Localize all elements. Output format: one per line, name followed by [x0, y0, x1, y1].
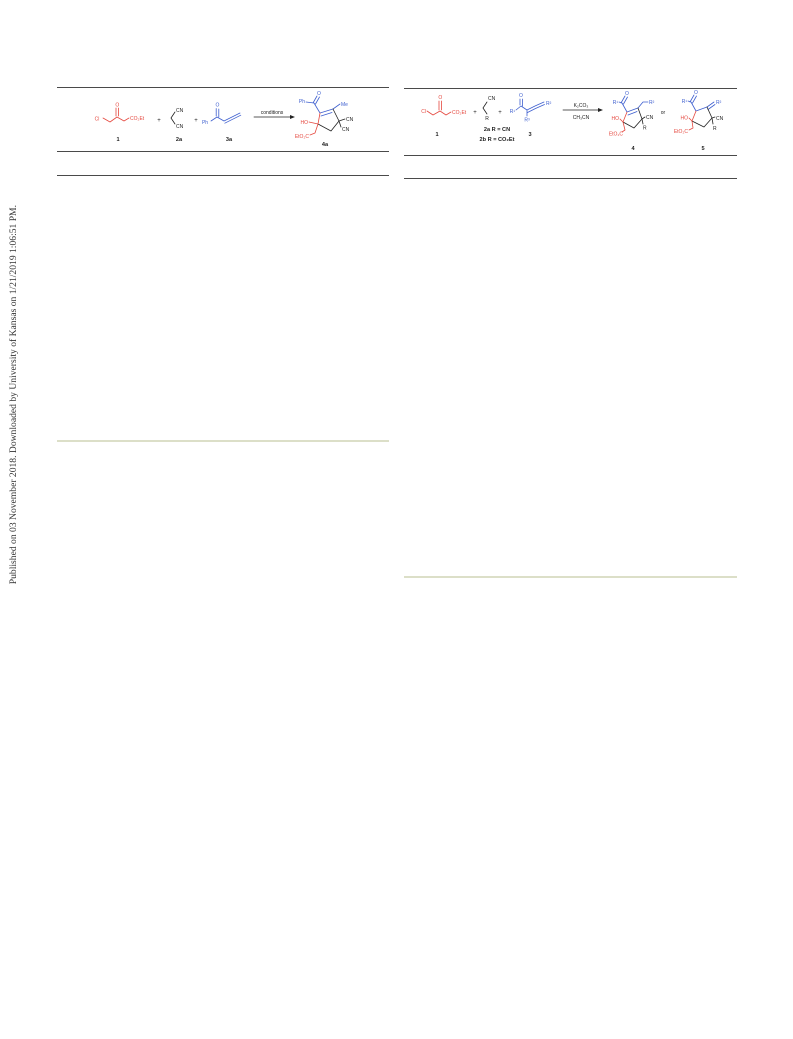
plus-sign: +: [194, 118, 198, 124]
nitrile-label: CN: [716, 116, 724, 122]
nitrile-label: CN: [346, 117, 354, 123]
compound-number: 4a: [321, 142, 329, 148]
product-5-blue-bonds: [688, 95, 715, 111]
left-reaction-scheme: [95, 91, 354, 148]
right-compound-1: [421, 95, 467, 138]
r-group-label: R: [485, 116, 489, 122]
right-reaction-scheme: [421, 90, 723, 152]
oxygen-label: O: [694, 90, 698, 96]
chloro-label: Cl: [421, 109, 426, 115]
compound-number: 4: [631, 146, 635, 152]
r2-label: R²: [546, 101, 552, 107]
compound-number: 3a: [225, 137, 233, 143]
left-compound-2a: [171, 108, 184, 143]
download-stamp: Published on 03 November 2018. Downloaded by University of Kansas on 1/21/2019 1:06:51 PM.: [8, 205, 19, 585]
right-reaction-arrow: [563, 103, 603, 121]
nitrile-label: CN: [646, 115, 654, 121]
nitrile-label: CN: [176, 108, 184, 114]
left-compound-1: [95, 103, 145, 144]
compound-1-bonds: [427, 101, 451, 115]
solvent-label: CH₃CN: [572, 115, 590, 121]
r-group-label: R: [643, 125, 647, 132]
plus-sign: +: [498, 110, 502, 116]
right-product-5: [674, 90, 724, 152]
arrow-head: [290, 115, 295, 119]
compound-number: 2a: [175, 137, 183, 143]
left-reaction-arrow: [254, 110, 295, 119]
left-compound-3a: [202, 103, 241, 144]
product-4-blue-bonds: [619, 96, 648, 115]
r-group-label: R: [713, 126, 717, 132]
arrow-conditions-label: conditions: [260, 110, 284, 116]
compound-3a-bonds: [211, 109, 241, 124]
product-4a-red-bonds: [309, 113, 320, 135]
phenyl-label: Ph: [298, 99, 305, 105]
ester-label: EtO₂C: [608, 131, 623, 138]
right-compound-2: [480, 96, 515, 143]
compound-2a-bonds: [171, 112, 175, 124]
r1-label: R¹: [681, 99, 687, 105]
or-label: or: [660, 110, 666, 116]
oxygen-label: O: [317, 91, 321, 97]
compound-2a-definition: 2a R = CN: [483, 127, 511, 133]
arrow-head: [598, 108, 603, 112]
hydroxyl-label: HO: [680, 115, 688, 122]
nitrile-label: CN: [342, 127, 350, 133]
compound-number: 5: [701, 146, 705, 152]
r1-label: R¹: [509, 109, 515, 115]
methyl-label: Me: [341, 102, 348, 108]
base-reagent-label: K₂CO₃: [573, 103, 589, 109]
plus-sign: +: [157, 118, 161, 124]
r2-label: R²: [716, 100, 722, 106]
compound-3-bonds: [516, 99, 545, 116]
nitrile-label: CN: [488, 96, 496, 102]
phenyl-label: Ph: [201, 120, 209, 126]
r3-label: R³: [524, 117, 530, 124]
ester-label: EtO₂C: [673, 129, 688, 135]
oxygen-label: O: [625, 91, 629, 97]
oxygen-label: O: [438, 95, 443, 101]
plus-sign: +: [473, 110, 477, 116]
compound-number: 1: [116, 137, 120, 143]
r2-label: R²: [649, 100, 655, 106]
ester-label: CO₂Et: [452, 110, 467, 116]
chloro-label: Cl: [94, 116, 100, 123]
ester-label: CO₂Et: [130, 116, 145, 122]
ester-label: EtO₂C: [294, 134, 309, 140]
compound-2b-definition: 2b R = CO₂Et: [479, 137, 515, 143]
compound-1-bonds: [103, 108, 129, 122]
hydroxyl-label: HO: [300, 120, 308, 126]
compound-number: 3: [528, 132, 532, 138]
oxygen-label: O: [519, 93, 523, 99]
oxygen-label: O: [215, 102, 220, 109]
compound-2-bonds: [483, 102, 487, 114]
hydroxyl-label: HO: [611, 116, 619, 122]
right-product-4: [609, 91, 655, 152]
right-compound-3: [510, 93, 552, 138]
product-5-red-bonds: [689, 111, 696, 130]
r1-label: R¹: [612, 100, 618, 106]
left-product-4a: [295, 91, 354, 148]
nitrile-label: CN: [176, 124, 184, 130]
compound-number: 1: [435, 132, 439, 138]
oxygen-label: O: [115, 102, 120, 109]
